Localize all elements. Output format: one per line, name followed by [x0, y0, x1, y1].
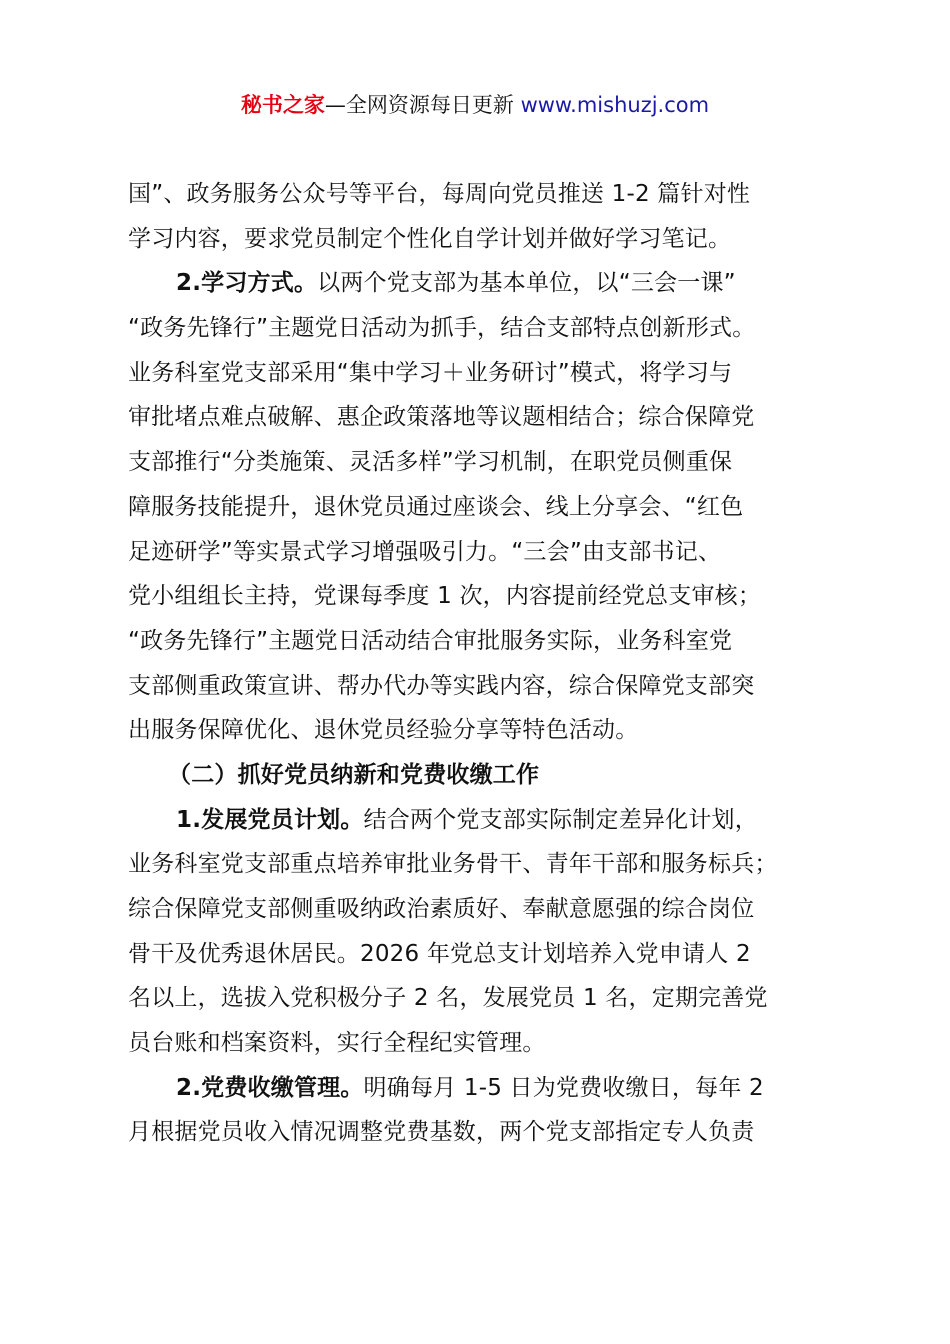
paragraph-text: 明确每月 1-5 日为党费收缴日，每年 2	[363, 1074, 764, 1101]
paragraph-title: 2.学习方式。	[176, 270, 318, 297]
text-line: “政务先锋行”主题党日活动为抓手，结合支部特点创新形式。	[128, 315, 756, 342]
text-line: 出服务保障优化、退休党员经验分享等特色活动。	[128, 717, 639, 744]
text-line: 学习内容，要求党员制定个性化自学计划并做好学习笔记。	[128, 225, 732, 252]
text-line: 业务科室党支部重点培养审批业务骨干、青年干部和服务标兵；	[128, 851, 778, 878]
paragraph-text: 以两个党支部为基本单位，以“三会一课”	[317, 270, 736, 297]
site-url-link[interactable]: www.mishuzj.com	[520, 93, 710, 117]
header-tagline: —全网资源每日更新	[324, 93, 514, 117]
document-body	[128, 172, 840, 1155]
text-line: 骨干及优秀退休居民。2026 年党总支计划培养入党申请人 2	[128, 940, 751, 967]
paragraph-title: 1.发展党员计划。	[176, 806, 364, 833]
paragraph-study-method	[128, 261, 840, 306]
text-line: 员台账和档案资料，实行全程纪实管理。	[128, 1030, 546, 1057]
text-line: 障服务技能提升，退休党员通过座谈会、线上分享会、“红色	[128, 493, 744, 520]
text-line: “政务先锋行”主题党日活动结合审批服务实际，业务科室党	[128, 627, 733, 654]
text-line: 综合保障党支部侧重吸纳政治素质好、奉献意愿强的综合岗位	[128, 896, 755, 922]
paragraph-fee-collection	[128, 1066, 840, 1111]
text-line: 国”、政务服务公众号等平台，每周向党员推送 1-2 篇针对性	[128, 181, 751, 207]
text-line: 党小组组长主持，党课每季度 1 次，内容提前经党总支审核；	[128, 583, 762, 610]
site-header	[0, 88, 950, 122]
paragraph-develop-members	[128, 798, 840, 843]
paragraph-text: 结合两个党支部实际制定差异化计划，	[363, 806, 758, 833]
text-line: 业务科室党支部采用“集中学习＋业务研讨”模式，将学习与	[128, 359, 733, 386]
text-line: 名以上，选拔入党积极分子 2 名，发展党员 1 名，定期完善党	[128, 985, 768, 1012]
brand-name: 秘书之家	[240, 93, 325, 117]
text-line: 审批堵点难点破解、惠企政策落地等议题相结合；综合保障党	[128, 404, 755, 431]
text-line: 支部推行“分类施策、灵活多样”学习机制，在职党员侧重保	[128, 449, 733, 476]
text-line: 足迹研学”等实景式学习增强吸引力。“三会”由支部书记、	[128, 538, 722, 565]
text-line: 月根据党员收入情况调整党费基数，两个党支部指定专人负责	[128, 1119, 755, 1146]
section-heading: （二）抓好党员纳新和党费收缴工作	[168, 761, 540, 788]
text-line: 支部侧重政策宣讲、帮办代办等实践内容，综合保障党支部突	[128, 672, 755, 699]
paragraph-title: 2.党费收缴管理。	[176, 1074, 364, 1101]
